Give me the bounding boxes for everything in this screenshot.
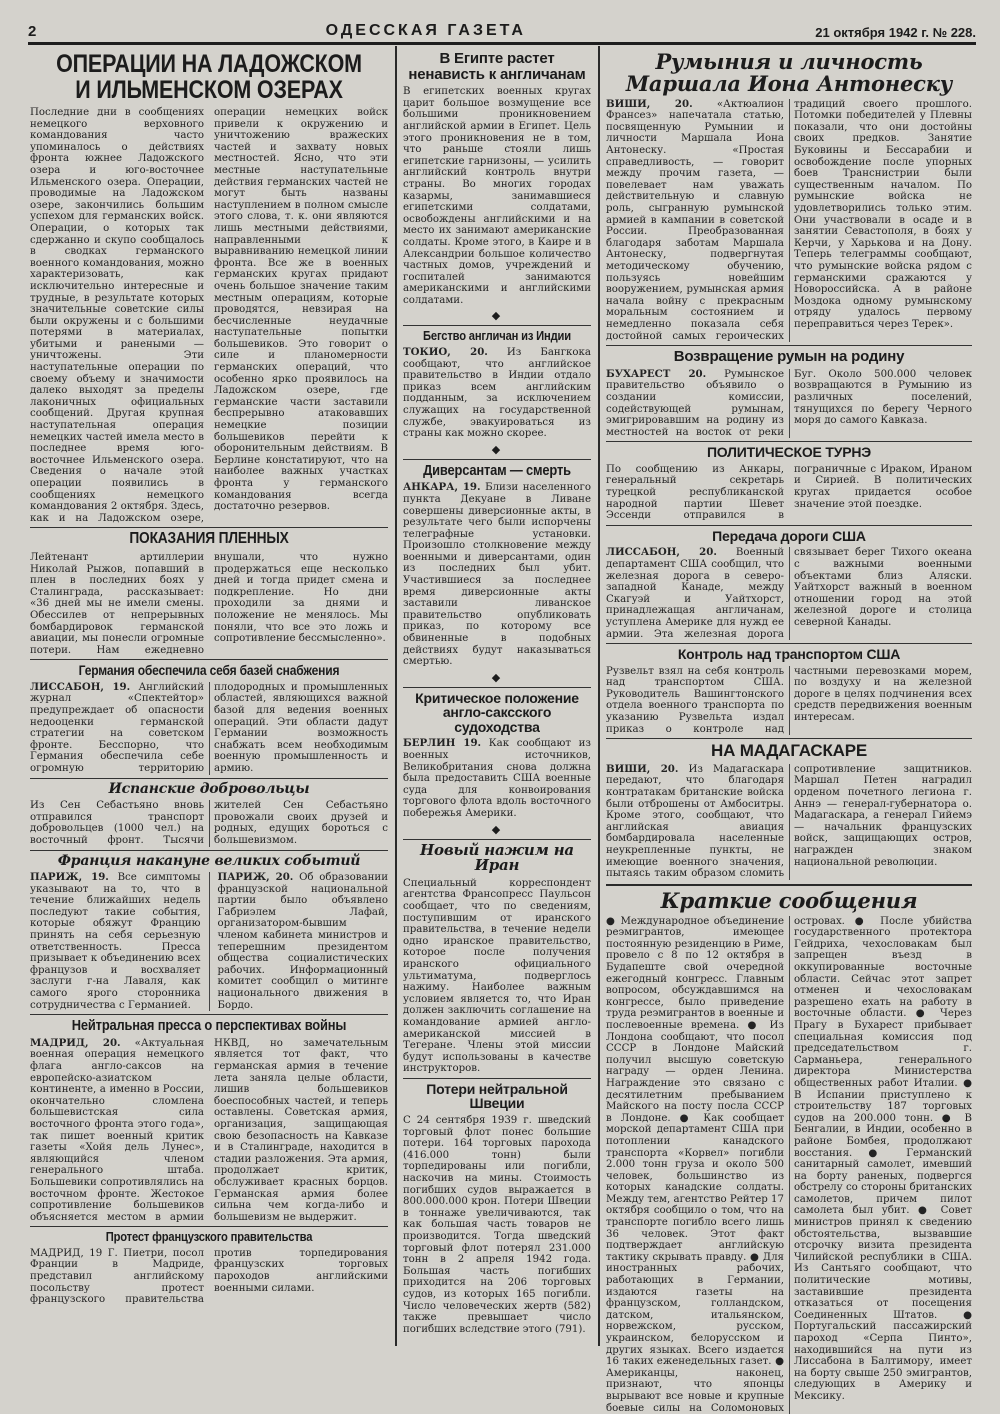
divider: [30, 778, 388, 779]
article-ladoga: [30, 51, 388, 524]
divider: [30, 1226, 388, 1227]
article-body-romania: [606, 99, 972, 342]
headline-france: Франция накануне великих событий: [57, 852, 361, 869]
article-brief: [606, 887, 972, 1414]
ornament-diamond-icon: ◆: [491, 670, 503, 684]
article-body-india: [403, 347, 591, 440]
article-iran: [403, 840, 591, 1075]
headline-return: Возвращение румын на родину: [673, 348, 905, 366]
dateline-supply: ЛИССАБОН, 19.: [30, 680, 131, 693]
divider: [403, 1078, 591, 1079]
divider: [606, 643, 972, 644]
headline-madagascar: НА МАДАГАСКАРЕ: [711, 741, 867, 761]
page-number: 2: [28, 23, 37, 40]
divider: [403, 459, 591, 460]
article-body-madagascar: [606, 764, 972, 880]
headline-iran: Новый нажим на Иран: [420, 840, 574, 875]
text-shipping: Как сообщают из военных источников, Великобритания снова должна была предоставить США военные суда для конвоирования торгового флота вдоль восточного побережья Америки.: [403, 738, 591, 820]
ornament-diamond-icon: ◆: [491, 822, 503, 836]
article-body-transport: Рузвельт взял на себя контроль над транспортом США. Руководитель Вашингтонского отдела военного транспорта по указанию Рузвельта издал приказ о контроле над частными перевозками морем, по воздуху и на железной дороге в целях подчинения всех средств передвижения военным интересам.: [606, 665, 972, 735]
headline-brief: Краткие сообщения: [660, 887, 918, 913]
masthead-rule: [28, 42, 976, 45]
divider: [403, 839, 591, 840]
article-body-road: [606, 547, 972, 640]
headline-saboteurs: Диверсантам — смерть: [423, 461, 571, 479]
divider: [403, 687, 591, 688]
ornament-diamond-icon: ◆: [491, 309, 503, 323]
text-madagascar: Из Мадагаскара передают, что благодаря контратакам британские войска были отброшены от Амбоситры. Кроме этого, сообщают, что английская авиация бомбардировала населенные неукрепленные пункты, не имеющие военного значения, пытаясь таким образом сломить сопротивление защитников. Маршал Петен наградил орденом почетного легиона г. Аннэ — генерал-губернатора о. Мадагаскара, а генерал Гийемэ — начальник французских войск, защищающих остров, награжден знаком национальной революции.: [606, 763, 972, 880]
headline-road: Передача дороги США: [712, 527, 866, 544]
article-body-ladoga: Последние дни в сообщениях немецкого верховного командования часто упоминалось о действиях фронта южнее Ладожского озера и юго-восточнее Ильменского озера. Операции, проводимые на Ладожском озере, закончились большим успехом для германских войск. Операции, о которых так сдержанно и скупо сообщалось в сводках германского военного командования, можно характеризовать, как исключительно интересные и трудные, в результате которых значительные советские силы были окружены и с большими потерями в материалах, убитыми и ранеными — уничтожены. Эти наступательные операции по своему объему и значимости далеко выходят за пределы лаконичных официальных сообщений. Другая крупная наступательная операция немецких частей имела место в последнее время юго-восточнее Ильменского озера. Сведения о начале этой операции появились в сообщениях немецкого командования 2 октября. Здесь, как и на Ладожском озере, операции немецких войск привели к окружению и уничтожению вражеских частей и захвату новых местностей. Ясно, что эти местные наступательные действия германских частей не могут быть названы наступлением в полном смысле этого слова, т. к. они являются лишь местными действиями, направленными к выравниванию немецкой линии фронта. Все же в военных германских кругах придают очень большое значение таким местным операциям, которые проводятся, невзирая на бесчисленные неудачные наступательные попытки большевиков. Это говорит о силе и планомерности германских операций, что особенно ярко проявилось на Ладожском озере, где германские части заставили беспрерывно атаковавших немецкие позиции большевиков перейти к оборонительным действиям. В Берлине констатируют, что на наиболее важных участках фронта у германского командования всегда достаточно резервов.: [30, 107, 388, 524]
headline-spain: Испанские добровольцы: [108, 780, 310, 797]
dateline-france-2: ПАРИЖ, 20.: [217, 871, 294, 884]
article-neutral: [30, 1018, 388, 1223]
article-body-tour: По сообщению из Анкары, генеральный секретарь турецкой республиканской народной партии Шевет Эссенди отправился в пограничные с Ираком, Ираном и Сирией. В политических кругах придается особое значение этой поездке.: [606, 463, 972, 522]
column-rule-2: [598, 46, 600, 1346]
divider: [606, 738, 972, 739]
dateline-road: ЛИССАБОН, 20.: [606, 546, 717, 559]
article-protest: [30, 1230, 388, 1305]
article-body-protest: МАДРИД, 19 Г. Пиетри, посол Франции в Мадриде, представил английскому посольству протест французского правительства против торпедирования французских торговых пароходов английскими военными силами.: [30, 1247, 388, 1306]
article-body-brief: ● Международное объединение реэмигрантов, имеющее постоянную резиденцию в Риме, провело с 8 по 12 октября в Будапеште свой очередной ежегодный конгресс. Главным вопросом, обсуждавшимся на конгрессе, было приведение труда реэмигрантов в военные и послевоенные времена. ● Из Лондона сообщают, что посол СССР в Лондоне Майский получил высшую советскую награду — орден Ленина. Награждение это связано с десятилетним пребыванием Майского на посту посла СССР в Лондоне. ● Как сообщает морской департамент США при потоплении канадского транспорта «Корвел» погибли 2.000 тонн груза и около 500 человек, большинство из которых канадские солдаты. Между тем, агентство Рейтер 17 октября сообщило о том, что на транспорте погибло всего лишь 36 человек. Этот факт подтверждает английскую тактику скрывать правду. ● Для иностранных рабочих, работающих в Германии, издаются газеты на французском, голландском, датском, итальянском, норвежском, русском, украинском, белорусском и других языках. Всего издается 16 таких еженедельных газет. ● Американцы, наконец, признают, что японцы вырывают все новые и крупные боевые силы на Соломоновых островах. ● После убийства государственного протектора Гейдриха, чехословакам был запрещен въезд в оккупированные восточные области. Сейчас этот запрет отменен и чехословакам разрешено ехать на работу в восточные области. ● Через Прагу в Бухарест прибывает специальная комиссия под председательством г. Сарманьера, генерального директора Министерства общественных работ Италии. ● В Испании приступлено к строительству 187 торговых судов на 200.000 тонн. ● В Бенгалии, в Индии, особенно в районе Бомбея, продолжают восстания. ● Германский санитарный самолет, имевший на борту раненых, подвергся обстрелу со стороны британских самолетов, причем пилот самолета был убит. ● Совет министров принял к сведению обстоятельства, вызвавшие отсрочку визита президента Чилийской республики в США. Из Сантьяго сообщают, что политические мотивы, заставившие президента отказаться от посещения Соединенных Штатов. ● Португальский пассажирский пароход «Серпа Пинто», находившийся на пути из Лиссабона в Балтимору, имеет на борту свыше 250 эмигрантов, следующих в Америку и Мексику.: [606, 915, 972, 1414]
text-road: Военный департамент США сообщил, что железная дорога в северо-западной Канаде, между Скагуэй и Уайтхорст, принадлежащая англичанам, уступлена Америке для нужд ее армии. Эта железная дорога связывает берег Тихого океана с важными военными объектами близ Аляски. Уайтхорст важный в военном отношении город на этой железной дороге и столица северной Канады.: [606, 547, 972, 640]
issue-date: 21 октября 1942 г. № 228.: [815, 25, 976, 40]
article-supply: [30, 663, 388, 774]
article-france: [30, 854, 388, 1012]
article-body-france-2: [218, 872, 389, 1011]
article-body-france-1: [30, 872, 201, 1011]
article-india: [403, 329, 591, 439]
article-body-prisoners: Лейтенант артиллерии Николай Рыжов, попавший в плен в последних боях у Сталинграда, рассказывает: «36 дней мы не имели смены. Обессилев от непрерывных бомбардировок германской авиации, мы понесли огромные потери. Нам ежедневно внушали, что нужно продержаться еще несколько дней и тогда придет смена и подкрепление. Но дни проходили за днями и положение не менялось. Мы поняли, что все это ложь и сопротивление бессмысленно».: [30, 552, 388, 656]
divider: [403, 325, 591, 326]
dateline-shipping: БЕРЛИН 19.: [403, 737, 482, 750]
headline-supply: Германия обеспечила себя базей снабжения: [78, 662, 340, 679]
article-transport: [606, 647, 972, 735]
dateline-madagascar: ВИШИ, 20.: [606, 762, 679, 775]
divider: [30, 850, 388, 851]
headline-romania: Румыния и личность Маршала Иона Антонеску: [625, 49, 953, 96]
article-road: [606, 529, 972, 640]
dateline-neutral: МАДРИД, 20.: [30, 1036, 121, 1049]
text-neutral: «Актуальная военная операция немецкого флага англо-саксов на европейско-азиатском континенте, а именно в России, окончательно сломлена большевистская сила восточного фронта этого года», так пишет военный критик газеты «Хойя дель Лунес», являющийся членом генерального штаба. Большевики сопротивлялись на восточном фронте. Жестокое сопротивление большевиков объясняется местом в армии НКВД, но замечательным является тот факт, что германская армия в течение лета заняла целые области, лишив большевиков боеспособных частей, и теперь оставлены. Советская армия, организация, защищающая свою безопасность на Кавказе и в Сталинграде, находится в стадии разложения. Эта армия, продолжает критик, обслуживает красных борцов. Германская армия более сильна чем когда-либо и большевизм не выдержит.: [30, 1037, 388, 1223]
article-romania: [606, 51, 972, 342]
text-supply: Английский журнал «Спектейтор» предупреждает об опасности недооценки германской стратегии на советском фронте. Бесспорно, что Германия обеспечила себе огромную территорию плодородных и промышленных областей, являющихся важной базой для ведения военных операций. Эти области дадут Германии возможность снабжать всем необходимым военную промышленность и армию.: [30, 681, 388, 775]
text-france-1: Все симптомы указывают на то, что в течение ближайших недель последуют такие события, которые обяжут Францию принять на себя серьезную ответственность. Пресса призывает к объединению всех французов и восхваляет заслуги г-на Лаваля, как самого ярого сторонника сотрудничества с Германией.: [30, 872, 201, 1011]
text-return: Румынское правительство объявило о создании комиссии, содействующей румынам, эмигрировавшим на родину из местностей на восток от реки Буг. Около 500.000 человек возвращаются в Румынию из различных поселений, тянущихся по берегу Черного моря до самого Кавказа.: [606, 368, 972, 438]
text-romania: «Актюалион Франсез» напечатала статью, посвященную Румынии и личности Маршала Иона Антонеску. «Простая справедливость, — говорит между прочим газета, — повелевает нам уважать действительную и славную роль, сыгранную румынской армией в кампании в советской России. Преобразованная благодаря заботам Маршала Антонеску, подвергнутая методическому обучению, пользуясь новейшим вооружением, румынская армия начала войну с прекрасным моральным состоянием и немедленно показала себя достойной самых героических традиций своего прошлого. Потомки победителей у Плевны показали, что они достойны своих предков. Занятие Буковины и Бессарабии и освобождение после упорных боев Транснистрии были существенным началом. По румынские войска не удовлетворились только этим. Они участвовали в осаде и в занятии Севастополя, в боях у Керчи, у Харькова и на Дону. Теперь телеграммы сообщают, что румынские войска рядом с германскими сражаются у Новороссийска. А в районе Моздока одному румынскому отряду удалось первому переправиться через Терек».: [606, 98, 972, 342]
column-right: [606, 48, 972, 1414]
inner-rule: [209, 872, 210, 1011]
article-body-spain: Из Сен Себастьяно вновь отправился транспорт добровольцев (1000 чел.) на восточный фронт. Тысячи жителей Сен Себастьяно провожали своих друзей и родных, едущих бороться с большевизмом.: [30, 800, 388, 846]
article-tour: [606, 445, 972, 522]
divider: [606, 441, 972, 442]
divider: [30, 659, 388, 660]
dateline-return: БУХАРЕСТ 20.: [606, 367, 707, 380]
article-egypt: [403, 51, 591, 306]
text-france-2: Об образовании французской национальной партии было объявлено Габриэлем Лафай, организатором-бывшим членом кабинета министров и теперешним президентом общества социалистических рабочих. Информационный комитет сообщил о митинге национального движения в Бордо.: [217, 872, 388, 1011]
article-saboteurs: [403, 463, 591, 668]
headline-transport: Контроль над транспортом США: [677, 646, 901, 663]
article-body-iran: Специальный корреспондент агентства Франсопресс Паульсон сообщает, что по сведениям, поступившим от иранского правительства, в течение недели одно иранское правительство, которое после получения иранского официального ультиматума, подверглось нажиму. Наиболее важным условием является то, что Иран должен заключить соглашение на командование армией англо-американской миссией в Тегеране. Члены этой миссии будут использованы в качестве инструкторов.: [403, 877, 591, 1075]
column-left: [30, 48, 388, 1348]
headline-tour: ПОЛИТИЧЕСКОЕ ТУРНЭ: [706, 444, 872, 461]
article-sweden: [403, 1082, 591, 1335]
dateline-india: ТОКИО, 20.: [403, 345, 488, 358]
article-spain: [30, 782, 388, 847]
article-body-saboteurs: [403, 482, 591, 668]
dateline-france-1: ПАРИЖ, 19.: [30, 871, 109, 884]
ornament-diamond-icon: ◆: [491, 442, 503, 456]
dateline-saboteurs: АНКАРА, 19.: [403, 481, 481, 494]
headline-protest: Протест французского правительства: [105, 1229, 313, 1245]
article-body-neutral: [30, 1038, 388, 1224]
article-body-sweden: С 24 сентября 1939 г. шведский торговый флот понес большие потери. 164 торговых парохода (416.000 тонн) были торпедированы или погибли, наскочив на мины. Стоимость погибших судов выражается в 800.000.000 крон. Потери Швеции в тоннаже увеличиваются, так как большая часть товаров не производится. Тогда шведский торговый флот потерял 231.000 тонн в 2 апреля 1942 года. Большая часть погибших приходится на 206 торговых судов, из которых 165 погибли. Число человеческих жертв (582) также превышает число погибших вследствие этого (791).: [403, 1115, 591, 1335]
divider: [606, 345, 972, 346]
divider: [606, 525, 972, 526]
article-body-supply: [30, 682, 388, 775]
headline-ladoga: ОПЕРАЦИИ НА ЛАДОЖСКОМ И ИЛЬМЕНСКОМ ОЗЕРАХ: [56, 50, 362, 104]
article-prisoners: [30, 531, 388, 656]
newspaper-name: ОДЕССКАЯ ГАЗЕТА: [325, 22, 526, 39]
article-madagascar: [606, 742, 972, 880]
text-india: Из Бангкока сообщают, что английское правительство в Индии отдало приказ всем английским подданным, за исключением служащих на государственной службе, эвакуироваться из страны как можно скорее.: [403, 346, 591, 440]
france-columns: [30, 872, 388, 1011]
headline-sweden: Потери нейтральной Швеции: [426, 1080, 568, 1112]
headline-india: Бегство англичан из Индии: [423, 328, 571, 344]
headline-neutral: Нейтральная пресса о перспективах войны: [71, 1017, 347, 1035]
article-shipping: [403, 691, 591, 820]
column-middle: [403, 48, 591, 1348]
article-return: [606, 349, 972, 438]
column-rule-1: [395, 46, 397, 1346]
masthead: [28, 18, 976, 40]
article-body-return: [606, 369, 972, 439]
dateline-romania: ВИШИ, 20.: [606, 97, 693, 110]
article-body-egypt: В египетских военных кругах царит большое возмущение все большими проникновением английской армии в Египет. Цель этого проникновения не в том, что раньше стояли лишь египетские гарнизоны, — усилить английский контроль внутри страны. Во многих городах казармы, занимавшиеся египетскими солдатами, освобождены английскими и на место их занимают американские солдаты. Кроме этого, в Каире и в Александрии большое количество частных домов, учреждений и госпиталей занимаются американскими и английскими солдатами.: [403, 86, 591, 306]
divider: [30, 527, 388, 528]
text-saboteurs: Близи населенного пункта Декуане в Ливане совершены диверсионные акты, в результате чего были испорчены телеграфные установки. Произошло столкновение между военными и диверсантами, один из последних был убит. Участившиеся за последнее время диверсионные акты заставили ливанское правительство опубликовать приказ, по которому все обвиненные в подобных действиях будут наказываться смертью.: [403, 482, 591, 668]
headline-shipping: Критическое положение англо-саксского судоходства: [415, 689, 579, 735]
divider: [30, 1014, 388, 1015]
divider: [606, 884, 972, 886]
headline-egypt: В Египте растет ненависть к англичанам: [408, 50, 586, 83]
headline-prisoners: ПОКАЗАНИЯ ПЛЕННЫХ: [129, 530, 289, 548]
article-body-shipping: [403, 738, 591, 819]
